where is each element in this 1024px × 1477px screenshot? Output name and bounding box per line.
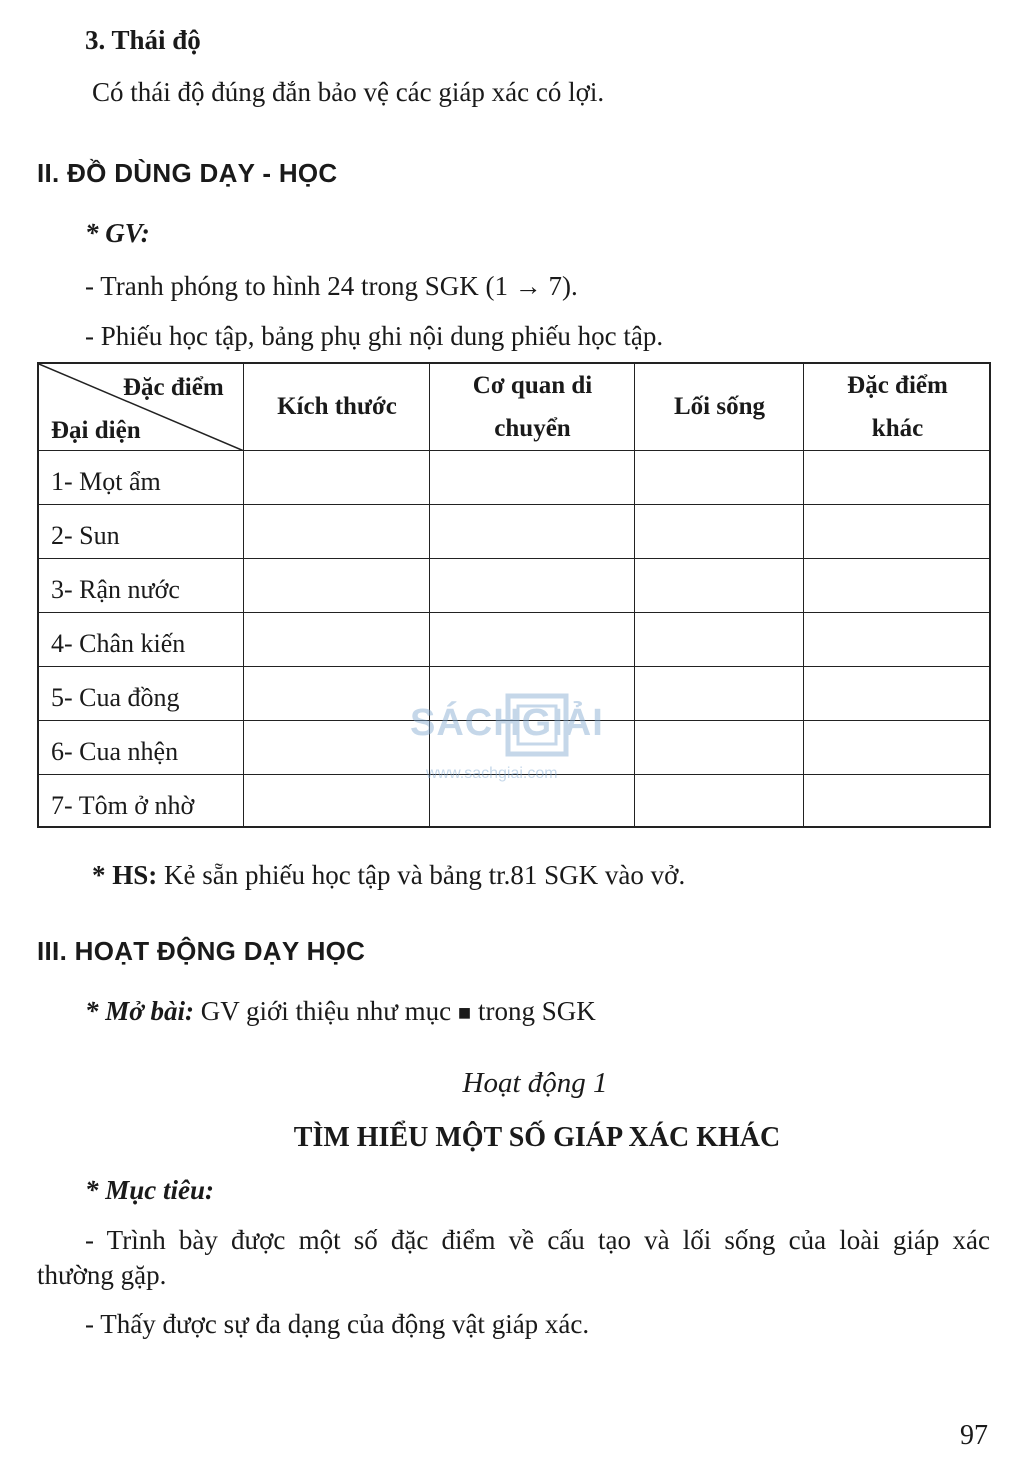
header-locomotion-line1: Cơ quan di (472, 372, 593, 399)
row-label: 6- Cua nhện (51, 737, 179, 766)
intro-line (85, 993, 596, 1031)
row-label: 1- Mọt ẩm (51, 467, 161, 496)
goal-item-1-line2: thường gặp. (37, 1260, 167, 1290)
header-locomotion (430, 364, 635, 450)
row-label: 4- Chân kiến (51, 629, 186, 658)
header-size: Kích thước (277, 393, 397, 420)
attitude-heading: 3. Thái độ (85, 25, 201, 55)
square-bullet-icon: ■ (457, 1000, 472, 1025)
corner-bottom-label: Đại diện (51, 417, 141, 444)
section-3-heading: III. HOẠT ĐỘNG DẠY HỌC (37, 936, 366, 966)
intro-label: * Mở bài: (85, 996, 194, 1026)
attitude-text: Có thái độ đúng đắn bảo vệ các giáp xác có lợi. (92, 77, 605, 107)
intro-text: GV giới thiệu như mục (200, 996, 452, 1026)
row-label: 7- Tôm ở nhờ (51, 791, 195, 820)
activity-title: TÌM HIỂU MỘT SỐ GIÁP XÁC KHÁC (293, 1122, 781, 1153)
gv-label: * GV: (85, 218, 150, 248)
watermark-url: www.sachgiai.com (426, 765, 558, 782)
hs-line (92, 857, 685, 893)
intro-tail: trong SGK (477, 996, 596, 1026)
hs-label: * HS: (92, 860, 158, 890)
goal-item-2: - Thấy được sự đa dạng của động vật giáp xác. (85, 1309, 590, 1339)
hs-text: Kẻ sẵn phiếu học tập và bảng tr.81 SGK vào vở. (164, 860, 686, 890)
activity-label: Hoạt động 1 (462, 1067, 608, 1099)
section-2-heading: II. ĐỒ DÙNG DẠY - HỌC (37, 158, 338, 188)
header-other-line1: Đặc điểm (847, 372, 948, 399)
header-locomotion-line2: chuyển (494, 415, 571, 442)
gv-item-2: - Phiếu học tập, bảng phụ ghi nội dung phiếu học tập. (85, 321, 664, 351)
row-label: 5- Cua đồng (51, 683, 180, 712)
page-number: 97 (960, 1420, 988, 1451)
row-label: 3- Rận nước (51, 575, 180, 604)
header-other-line2: khác (871, 415, 924, 442)
corner-top-label: Đặc điểm (123, 374, 224, 401)
header-other (804, 364, 991, 450)
goal-label: * Mục tiêu: (85, 1175, 215, 1205)
goal-item-1-line1: - Trình bày được một số đặc điểm về cấu tạo và lối sống của loài giáp xác (85, 1225, 990, 1255)
worksheet-table (37, 362, 991, 828)
header-lifestyle: Lối sống (673, 393, 765, 420)
row-label: 2- Sun (51, 521, 120, 550)
watermark-brand: SÁCHGIẢI (410, 702, 604, 744)
gv-item-1: - Tranh phóng to hình 24 trong SGK (1 → 7). (85, 271, 578, 301)
